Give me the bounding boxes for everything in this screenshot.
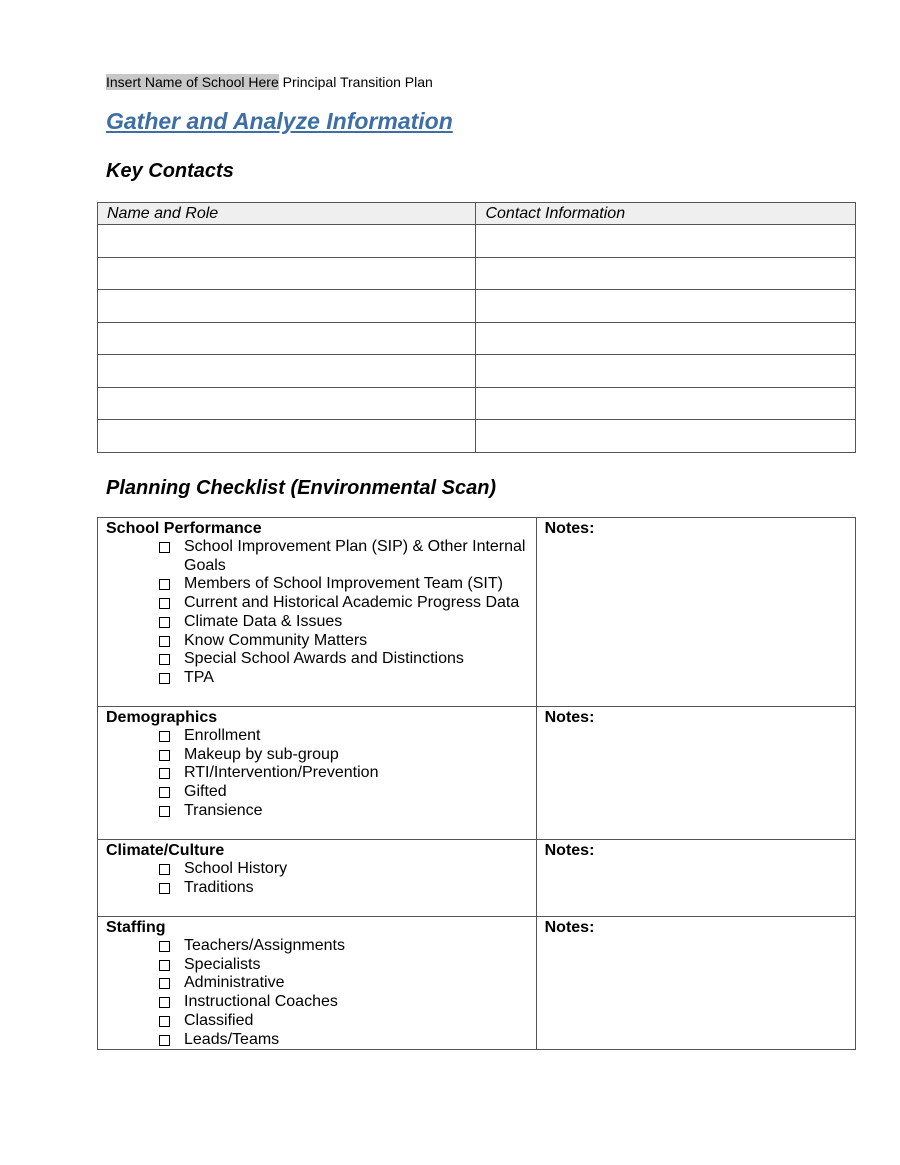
contact-info-cell[interactable] xyxy=(476,387,856,420)
checklist-item xyxy=(157,594,528,613)
checklist-item xyxy=(157,575,528,594)
notes-cell[interactable] xyxy=(536,707,855,840)
notes-cell[interactable] xyxy=(536,840,855,917)
checklist-item-label: Makeup by sub-group xyxy=(184,745,339,763)
checklist-item-label: Administrative xyxy=(184,974,285,992)
checklist-item xyxy=(157,1012,528,1031)
checklist-section-title: Climate/Culture xyxy=(106,842,225,859)
checklist-items xyxy=(157,937,528,1049)
checklist-section-row xyxy=(98,518,856,707)
checklist-item xyxy=(157,1031,528,1050)
checklist-item xyxy=(157,783,528,802)
checklist-item xyxy=(157,974,528,993)
checklist-item-label: RTI/Intervention/Prevention xyxy=(184,764,379,782)
checklist-items xyxy=(157,860,528,897)
checklist-items xyxy=(157,538,528,688)
checklist-section-title: School Performance xyxy=(106,520,262,537)
name-role-cell[interactable] xyxy=(98,257,476,290)
checklist-item xyxy=(157,650,528,669)
checklist-item-label: School History xyxy=(184,860,288,877)
contact-info-cell[interactable] xyxy=(476,322,856,355)
contact-row xyxy=(98,387,856,420)
key-contacts-title: Key Contacts xyxy=(106,160,234,182)
checkbox-icon[interactable] xyxy=(159,636,170,647)
checklist-item xyxy=(157,993,528,1012)
notes-label: Notes: xyxy=(544,709,595,726)
contact-info-cell[interactable] xyxy=(476,257,856,290)
checklist-item-label: Specialists xyxy=(184,955,261,973)
contact-row xyxy=(98,257,856,290)
contact-row xyxy=(98,355,856,388)
checkbox-icon[interactable] xyxy=(159,598,170,609)
checkbox-icon[interactable] xyxy=(159,673,170,684)
contact-info-cell[interactable] xyxy=(476,290,856,323)
checklist-section-title: Staffing xyxy=(106,919,166,936)
key-contacts-header-row xyxy=(98,203,856,225)
checklist-item xyxy=(157,669,528,688)
checkbox-icon[interactable] xyxy=(159,806,170,817)
checklist-section-cell xyxy=(98,840,537,917)
checkbox-icon[interactable] xyxy=(159,750,170,761)
contact-row xyxy=(98,225,856,258)
contact-row xyxy=(98,290,856,323)
checklist-item xyxy=(157,937,528,956)
notes-label: Notes: xyxy=(544,919,595,936)
notes-cell[interactable] xyxy=(536,518,855,707)
school-name-placeholder[interactable]: Insert Name of School Here xyxy=(106,74,279,90)
checklist-item xyxy=(157,632,528,651)
checklist-title: Planning Checklist (Environmental Scan) xyxy=(106,477,497,499)
column-header-name-role: Name and Role xyxy=(98,203,476,225)
checklist-item xyxy=(157,613,528,632)
checklist-section-cell xyxy=(98,707,537,840)
name-role-cell[interactable] xyxy=(98,387,476,420)
name-role-cell[interactable] xyxy=(98,355,476,388)
checkbox-icon[interactable] xyxy=(159,941,170,952)
checkbox-icon[interactable] xyxy=(159,1035,170,1046)
checklist-item-label: Gifted xyxy=(184,783,227,801)
checklist-section-row xyxy=(98,840,856,917)
checklist-item-label: Leads/Teams xyxy=(184,1030,280,1048)
checklist-section-row xyxy=(98,707,856,840)
checklist-item-label: Classified xyxy=(184,1011,254,1029)
checklist-item xyxy=(157,879,528,898)
contact-info-cell[interactable] xyxy=(476,225,856,258)
checklist-item-label: Know Community Matters xyxy=(184,631,368,649)
checkbox-icon[interactable] xyxy=(159,787,170,798)
checklist-section-cell xyxy=(98,917,537,1050)
checklist-item-label: Transience xyxy=(184,801,263,819)
planning-checklist-table xyxy=(97,517,856,1050)
name-role-cell[interactable] xyxy=(98,225,476,258)
notes-label: Notes: xyxy=(544,842,595,859)
checkbox-icon[interactable] xyxy=(159,579,170,590)
checkbox-icon[interactable] xyxy=(159,654,170,665)
column-header-contact-info: Contact Information xyxy=(476,203,856,225)
checkbox-icon[interactable] xyxy=(159,1016,170,1027)
checkbox-icon[interactable] xyxy=(159,617,170,628)
checklist-item xyxy=(157,727,528,746)
checklist-item-label: Traditions xyxy=(184,878,254,896)
checkbox-icon[interactable] xyxy=(159,542,170,553)
contact-row xyxy=(98,420,856,453)
checklist-item xyxy=(157,746,528,765)
checklist-item-label: School Improvement Plan (SIP) & Other Internal Goals xyxy=(184,538,526,574)
checklist-item xyxy=(157,956,528,975)
document-header xyxy=(106,73,433,91)
checklist-item-label: Special School Awards and Distinctions xyxy=(184,650,464,668)
contact-row xyxy=(98,322,856,355)
checkbox-icon[interactable] xyxy=(159,768,170,779)
checkbox-icon[interactable] xyxy=(159,883,170,894)
checklist-item-label: Members of School Improvement Team (SIT) xyxy=(184,575,503,593)
checkbox-icon[interactable] xyxy=(159,731,170,742)
checklist-section-title: Demographics xyxy=(106,709,218,726)
checkbox-icon[interactable] xyxy=(159,997,170,1008)
checklist-section-cell xyxy=(98,518,537,707)
page-title: Gather and Analyze Information xyxy=(106,108,453,134)
checklist-item xyxy=(157,538,528,575)
checkbox-icon[interactable] xyxy=(159,864,170,875)
checklist-item-label: Enrollment xyxy=(184,727,261,744)
document-title: Principal Transition Plan xyxy=(278,74,433,90)
checklist-item-label: TPA xyxy=(184,668,214,686)
checklist-item-label: Current and Historical Academic Progress Data xyxy=(184,594,520,612)
notes-label: Notes: xyxy=(544,520,595,537)
checklist-item xyxy=(157,802,528,821)
checkbox-icon[interactable] xyxy=(159,960,170,971)
key-contacts-table xyxy=(97,202,856,453)
checklist-section-row xyxy=(98,917,856,1050)
name-role-cell[interactable] xyxy=(98,322,476,355)
name-role-cell[interactable] xyxy=(98,290,476,323)
checklist-item-label: Teachers/Assignments xyxy=(184,937,345,954)
contact-info-cell[interactable] xyxy=(476,420,856,453)
checklist-item-label: Instructional Coaches xyxy=(184,993,338,1011)
checkbox-icon[interactable] xyxy=(159,978,170,989)
contact-info-cell[interactable] xyxy=(476,355,856,388)
name-role-cell[interactable] xyxy=(98,420,476,453)
checklist-item xyxy=(157,860,528,879)
checklist-items xyxy=(157,727,528,821)
checklist-item-label: Climate Data & Issues xyxy=(184,612,343,630)
notes-cell[interactable] xyxy=(536,917,855,1050)
checklist-item xyxy=(157,764,528,783)
